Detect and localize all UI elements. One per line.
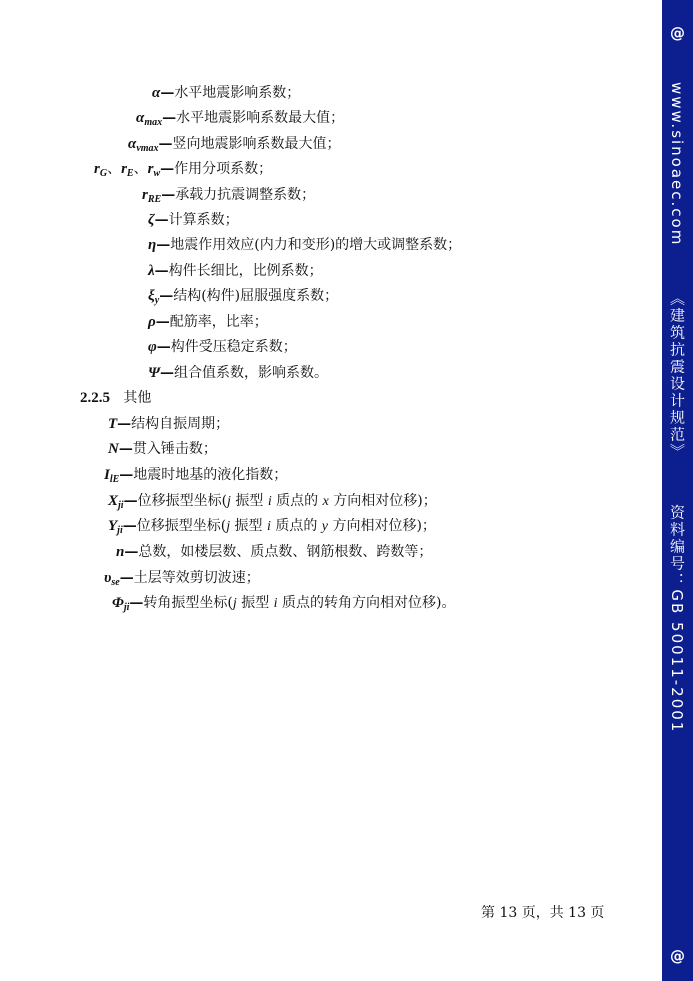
description: 计算系数；: [168, 212, 239, 228]
symbol-n-total-line: [116, 543, 432, 561]
symbol-alpha-max-line: [136, 109, 344, 129]
symbol-gamma-group-line: [94, 160, 272, 180]
subscript: lE: [109, 474, 120, 485]
dash: —: [162, 110, 177, 126]
description-part: 位移振型坐标(: [137, 493, 228, 509]
description: 地震作用效应(内力和变形)的增大或调整系数；: [170, 237, 462, 253]
description-part: 方向相对位移)；: [328, 518, 436, 534]
dash: —: [122, 518, 137, 534]
description-part: 质点的: [270, 518, 322, 534]
section-number: 2.2.5: [80, 390, 110, 406]
symbol: T: [108, 416, 118, 432]
subscript: ji: [123, 602, 130, 613]
description-part: 方向相对位移)；: [328, 493, 437, 509]
sidebar-code: GB 50011-2001: [668, 589, 686, 734]
description: 贯入锤击数；: [132, 441, 217, 457]
description: 承载力抗震调整系数；: [175, 187, 316, 203]
symbol-n-count-line: [108, 440, 217, 458]
subscript: vmax: [136, 143, 159, 154]
description-part: 振型: [230, 518, 267, 534]
symbol: Φ: [112, 595, 124, 611]
subscript: max: [144, 117, 163, 128]
sidebar-title: 《建筑抗震设计规范》: [668, 290, 686, 461]
dash: —: [161, 187, 176, 203]
italic-var: j: [227, 494, 231, 509]
section-heading: [80, 389, 151, 407]
symbol: ρ: [148, 314, 156, 330]
italic-var: i: [267, 494, 272, 509]
symbol: N: [108, 441, 119, 457]
description: 总数，如楼层数、质点数、钢筋根数、跨数等；: [138, 544, 433, 560]
italic-var: i: [267, 519, 271, 534]
symbol-eta-line: [148, 236, 461, 254]
description-part: 质点的转角方向相对位移)。: [277, 595, 456, 611]
symbol: α: [152, 85, 161, 101]
symbol-phi-ji-line: [112, 594, 455, 614]
at-mark-bottom: @: [670, 947, 685, 965]
separator: 、: [133, 161, 148, 177]
description-part: 振型: [230, 493, 268, 509]
dash: —: [123, 493, 138, 509]
symbol-rho-line: [148, 313, 268, 331]
description: 构件长细比，比例系数；: [168, 263, 323, 279]
dash: —: [160, 365, 174, 381]
separator: 、: [107, 161, 122, 177]
symbol: r: [94, 161, 100, 177]
subscript: E: [126, 168, 134, 179]
description: 土层等效剪切波速；: [133, 570, 260, 586]
dash: —: [129, 595, 144, 611]
symbol: r: [142, 187, 148, 203]
dash: —: [154, 212, 169, 228]
symbol-yji-line: [108, 517, 436, 537]
sidebar-vertical-text: [667, 82, 687, 733]
subscript: se: [111, 577, 120, 588]
symbol: ξ: [148, 288, 155, 304]
symbol-zeta-line: [148, 211, 239, 229]
dash: —: [117, 416, 132, 432]
symbol: φ: [148, 339, 157, 355]
dash: —: [160, 161, 175, 177]
subscript: RE: [147, 194, 162, 205]
italic-var: j: [232, 596, 237, 611]
description: 竖向地震影响系数最大值；: [172, 136, 341, 152]
italic-var: x: [322, 494, 329, 509]
description: 组合值系数，影响系数。: [174, 365, 328, 381]
sidebar-code-label: 资料编号：: [668, 504, 686, 590]
symbol: r: [147, 161, 154, 177]
italic-var: i: [273, 596, 278, 611]
dash: —: [119, 467, 134, 483]
subscript: ji: [117, 525, 123, 536]
section-title: 其他: [123, 390, 152, 406]
description: 作用分项系数；: [174, 161, 273, 177]
symbol-xi-y-line: [148, 287, 338, 307]
symbol-xji-line: [108, 492, 437, 512]
symbol-alpha-line: [152, 84, 300, 102]
description: 水平地震影响系数最大值；: [176, 110, 345, 126]
italic-var: j: [226, 519, 231, 534]
dash: —: [158, 136, 173, 152]
dash: —: [156, 339, 171, 355]
sidebar-url: www.sinoaec.com: [668, 82, 686, 247]
dash: —: [155, 314, 170, 330]
symbol-t-line: [108, 415, 229, 433]
symbol-psi-line: [148, 364, 328, 382]
dash: —: [160, 85, 175, 101]
description-part: 位移振型坐标(: [136, 518, 227, 534]
italic-var: y: [321, 519, 329, 534]
symbol-gamma-re-line: [142, 186, 315, 206]
subscript: y: [154, 295, 160, 306]
description: 水平地震影响系数；: [174, 85, 301, 101]
dash: —: [156, 237, 171, 253]
description-part: 振型: [236, 595, 274, 611]
subscript: w: [153, 168, 161, 179]
symbol: υ: [104, 570, 112, 586]
symbol: I: [104, 467, 110, 483]
symbol: X: [108, 493, 119, 509]
symbol: n: [116, 544, 125, 560]
symbol-alpha-vmax-line: [128, 135, 341, 155]
symbol-vse-line: [104, 569, 260, 589]
sidebar-banner: [662, 0, 693, 981]
dash: —: [124, 544, 139, 560]
dash: —: [154, 263, 169, 279]
description-part: 质点的: [271, 493, 323, 509]
symbol: Y: [108, 518, 118, 534]
symbol: α: [128, 136, 137, 152]
symbol: α: [136, 110, 145, 126]
symbol-lambda-line: [148, 262, 323, 280]
description: 配筋率，比率；: [169, 314, 268, 330]
description-part: 转角振型坐标(: [143, 595, 233, 611]
symbol: λ: [148, 263, 155, 279]
symbol: r: [121, 161, 127, 177]
description: 结构(构件)屈服强度系数；: [173, 288, 339, 304]
dash: —: [159, 288, 174, 304]
symbol-phi-line: [148, 338, 297, 356]
subscript: ji: [118, 500, 124, 511]
symbol: Ψ: [148, 365, 160, 381]
symbol: η: [148, 237, 157, 253]
dash: —: [118, 441, 133, 457]
subscript: G: [99, 168, 108, 179]
description: 构件受压稳定系数；: [170, 339, 297, 355]
description: 地震时地基的液化指数；: [133, 467, 288, 483]
dash: —: [119, 570, 134, 586]
at-mark-top: @: [670, 24, 685, 42]
symbol: ζ: [148, 212, 155, 228]
page-number-footer: 第 13 页，共 13 页: [481, 905, 605, 921]
description: 结构自振周期；: [131, 416, 230, 432]
symbol-ile-line: [104, 466, 287, 486]
